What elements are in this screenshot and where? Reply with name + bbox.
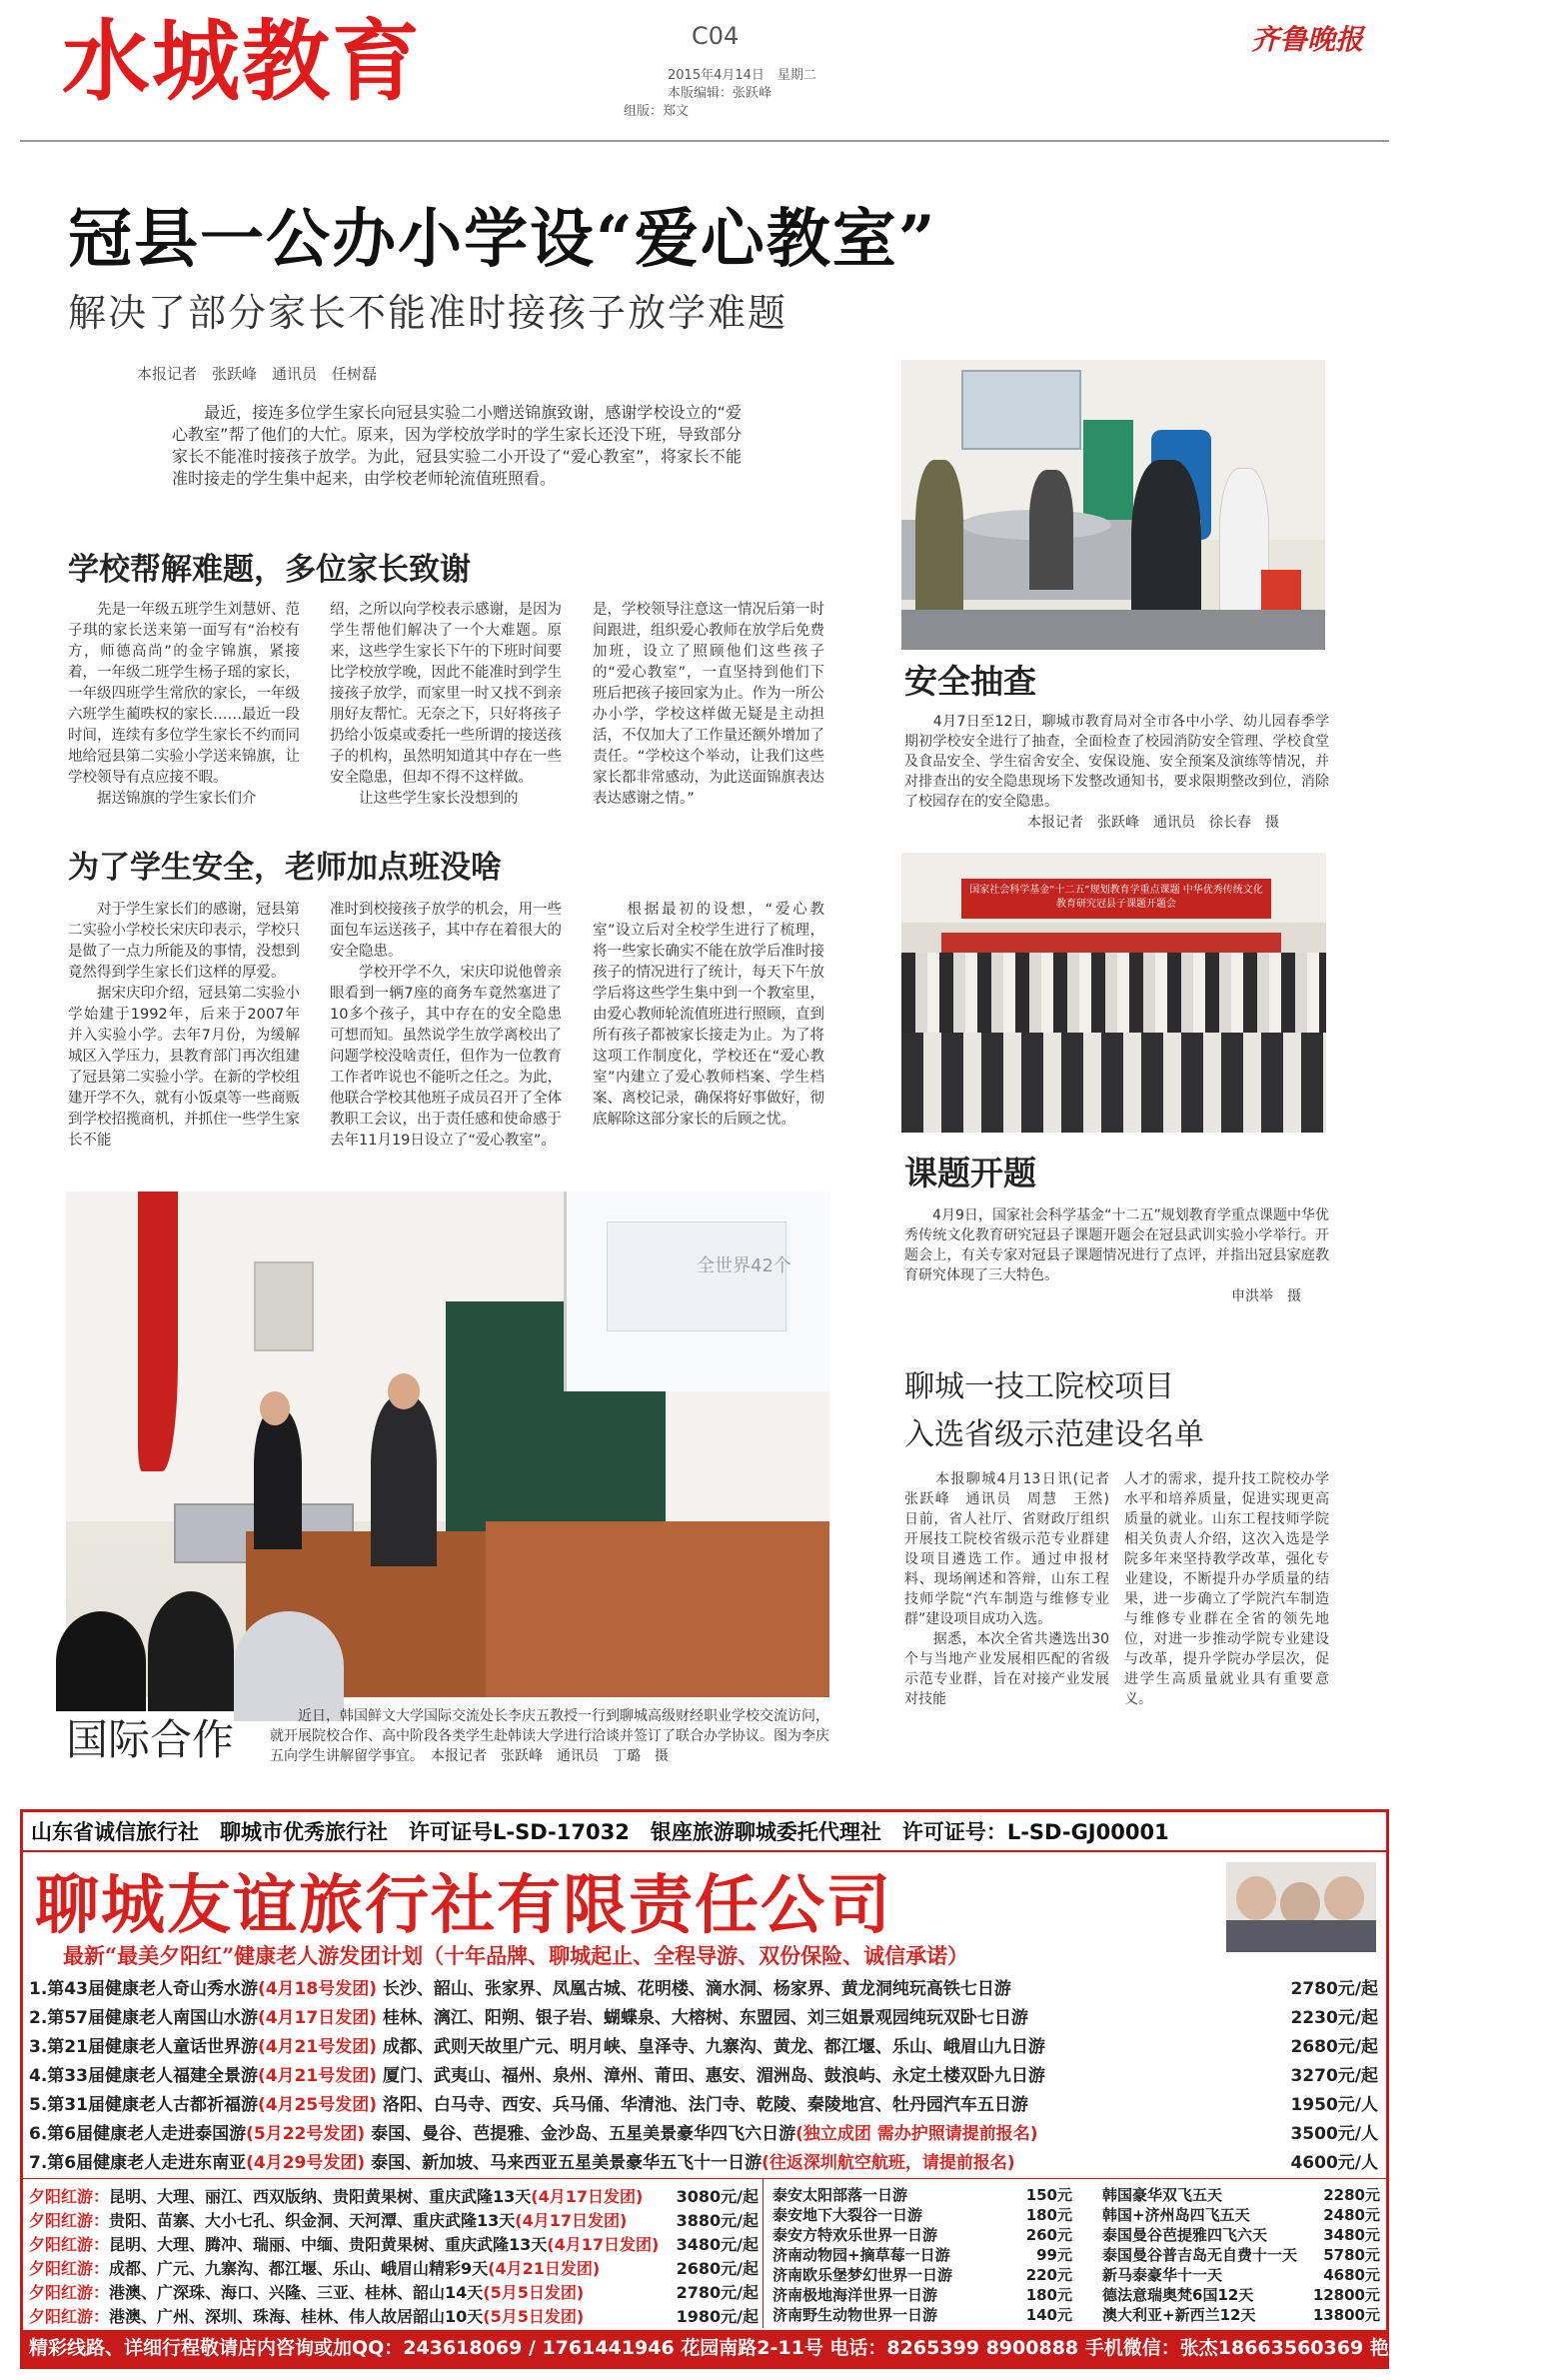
sunset-row — [29, 2232, 660, 2255]
section1-col1: 先是一年级五班学生刘慧妍、范子琪的家长送来第一面写有“治校有方，师德高尚”的金字锦旗，紧接着，一年级二班学生杨子瑶的家长，一年级四班学生常欣的家长，一年级六班学生蔺昳权的家长……最近一段时间，连续有多位学生家长不约而同地给冠县第二实验小学送来锦旗，让学校领导有点应接不暇。 据送锦旗的学生家长们介 — [68, 602, 300, 807]
sunset-date: (5月5日发团) — [483, 2283, 585, 2302]
tour-name: 5.第31届健康老人古都祈福游 — [29, 2095, 258, 2115]
tour-date: (4月21号发团) — [257, 2066, 377, 2086]
tour-note: (往返深圳航空航班，请提前报名) — [762, 2153, 1015, 2173]
overseas-route: 韩国+济州岛四飞五天 — [1102, 2206, 1250, 2224]
sunset-route: 昆明、大理、丽江、西双版纳、贵阳黄果树、重庆武隆13天 — [109, 2187, 532, 2206]
wall-window — [254, 1261, 314, 1351]
classroom-photo — [66, 1191, 829, 1697]
safety-text: 4月7日至12日，聊城市教育局对全市各中小学、幼儿园春季学期初学校安全进行了抽查，全面检查了校园消防安全管理、学校食堂及食品安全、学生宿舍安全、安保设施、安全预案及演练等情况，并对排查出的安全隐患现场下发整改通知书，要求限期整改到位，消除了校园存在的安全隐患。 — [904, 714, 1329, 810]
main-lead: 最近，接连多位学生家长向冠县实验二小赠送锦旗致谢，感谢学校设立的“爱心教室”帮了他们的大忙。原来，因为学校放学时的学生家长还没下班，导致部分家长不能准时接孩子放学。为此，冠县实验二小开设了“爱心教室”，将家长不能准时接走的学生集中起来，由学校老师轮流值班照看。 — [172, 403, 742, 488]
speaker-head — [388, 1373, 420, 1409]
research-title: 课题开题 — [904, 1154, 1036, 1192]
tour-price: 3270元/起 — [1290, 2066, 1378, 2086]
tour-name: 3.第21届健康老人童话世界游 — [29, 2037, 258, 2057]
sunset-date: (4月21日发团) — [488, 2259, 601, 2278]
kitchen-window — [961, 370, 1081, 450]
projector-screen — [564, 1191, 829, 1391]
student-1 — [56, 1611, 146, 1711]
vocational-title-1: 聊城一技工院校项目 — [904, 1369, 1174, 1404]
overseas-route: 泰国曼谷普吉岛无自费十一天 — [1102, 2246, 1298, 2264]
international-title: 国际合作 — [66, 1715, 235, 1764]
ad-company: 聊城友谊旅行社有限责任公司 — [35, 1869, 892, 1943]
local-price: 180元 — [1025, 2206, 1072, 2224]
sunset-label: 夕阳红游： — [29, 2283, 110, 2302]
sunset-label: 夕阳红游： — [29, 2211, 110, 2230]
local-route: 济南极地海洋世界一日游 — [773, 2286, 938, 2304]
overseas-price: 5780元 — [1323, 2246, 1380, 2264]
main-byline: 本报记者 张跃峰 通讯员 任树磊 — [137, 365, 378, 383]
sunset-price: 3880元/起 — [676, 2211, 759, 2230]
local-price: 99元 — [1036, 2246, 1072, 2264]
local-price: 150元 — [1025, 2186, 1072, 2204]
sunset-row — [29, 2280, 649, 2303]
sunset-date: (4月17日发团) — [547, 2235, 660, 2254]
section2-col3: 根据最初的设想，“爱心教室”设立后对全校学生进行了梳理，将一些家长确实不能在放学后准时接孩子的情况进行了统计，每天下午放学后将这些学生集中到一个教室里，由爱心教师轮流值班进行照顾，直到所有孩子都被家长接走为止。为了将这项工作制度化，学校还在“爱心教室”内建立了爱心教师档案、学生档案、离校记录，确保将好事做好，彻底解除这部分家长的后顾之忧。 — [593, 902, 824, 1128]
student-3 — [234, 1611, 344, 1721]
research-credit: 申洪举 摄 — [1231, 1288, 1301, 1304]
inspector-1 — [915, 460, 963, 620]
tour-price: 2780元/起 — [1290, 1979, 1378, 1999]
sunset-row — [29, 2256, 649, 2279]
layout-credit: 组版：郑文 — [624, 104, 690, 119]
tour-row — [29, 2119, 1228, 2144]
sunset-row — [29, 2304, 649, 2327]
masthead-rule — [20, 140, 1389, 142]
tour-date: (4月29号发团) — [246, 2153, 366, 2173]
ad-slogan: 最新“最美夕阳红”健康老人游发团计划（十年品牌、聊城起止、全程导游、双份保险、诚信承诺） — [63, 1943, 969, 1968]
overseas-price: 2480元 — [1323, 2206, 1380, 2224]
sunset-date: (4月17日发团) — [531, 2187, 644, 2206]
tour-row — [29, 2061, 1228, 2086]
research-text: 4月9日，国家社会科学基金“十二五”规划教育学重点课题中华优秀传统文化教育研究冠县子课题开题会在冠县武训实验小学举行。开题会上，有关专家对冠县子课题情况进行了点评，并指出冠县家庭教育研究体现了三大特色。 — [904, 1207, 1329, 1283]
section1-title: 学校帮解难题，多位家长致谢 — [68, 552, 471, 588]
overseas-price: 2280元 — [1323, 2186, 1380, 2204]
overseas-route: 澳大利亚+新西兰12天 — [1102, 2306, 1256, 2324]
inspector-2 — [1029, 470, 1073, 590]
sunset-label: 夕阳红游： — [29, 2235, 110, 2254]
tour-name: 2.第57届健康老人南国山水游 — [29, 2008, 258, 2028]
local-route: 泰安太阳部落一日游 — [773, 2186, 908, 2204]
kitchen-photo — [901, 360, 1325, 650]
overseas-price: 4680元 — [1323, 2266, 1380, 2284]
tour-price: 3500元/人 — [1290, 2124, 1378, 2144]
person-standing-left — [254, 1409, 302, 1549]
tour-route: 厦门、武夷山、福州、泉州、漳州、莆田、惠安、湄洲岛、鼓浪屿、永定土楼双卧九日游 — [376, 2066, 1045, 2086]
paper-logo: 齐鲁晚报 — [1251, 23, 1364, 56]
tour-price: 1950元/人 — [1290, 2095, 1378, 2115]
overseas-route: 新马泰豪华十一天 — [1102, 2266, 1223, 2284]
tour-row — [29, 2032, 1228, 2057]
sunset-price: 2680元/起 — [676, 2259, 759, 2278]
meeting-photo — [901, 853, 1326, 1133]
tour-date: (4月25号发团) — [257, 2095, 377, 2115]
sunset-price: 3480元/起 — [676, 2235, 759, 2254]
main-subheadline: 解决了部分家长不能准时接孩子放学难题 — [68, 291, 788, 335]
tour-price: 2680元/起 — [1290, 2037, 1378, 2057]
local-route: 泰安地下大裂谷一日游 — [773, 2206, 923, 2224]
tour-price: 2230元/起 — [1290, 2008, 1378, 2028]
audience-rear — [901, 1033, 1326, 1133]
sunset-label: 夕阳红游： — [29, 2259, 110, 2278]
tour-route: 长沙、韶山、张家界、凤凰古城、花明楼、滴水洞、杨家界、黄龙洞纯玩高铁七日游 — [376, 1979, 1011, 1999]
section1-col3: 是，学校领导注意这一情况后第一时间跟进，组织爱心教师在放学后免费加班，设立了照顾他们这些孩子的“爱心教室”，一直坚持到他们下班后把孩子接回家为止。作为一所公办小学，学校这样做无疑是主动担活，不仅加大了工作量还额外增加了责任。“学校这个举动，让我们这些家长都非常感动，为此送面锦旗表达表达感谢之情。” — [593, 602, 824, 807]
red-flag — [138, 1191, 178, 1471]
local-price: 180元 — [1025, 2286, 1072, 2304]
tour-row — [29, 2090, 1228, 2115]
section2-col2: 准时到校接孩子放学的机会，用一些面包车运送孩子，其中存在着很大的安全隐患。 学校开学不久，宋庆印说他曾亲眼看到一辆7座的商务车竟然塞进了10多个孩子，其中存在的安全隐患可想而知。虽然说学生放学离校出了问题学校没啥责任，但作为一位教育工作者咋说也不能听之任之。为此，他联合学校其他班子成员召开了全体教职工会议，出于责任感和使命感于去年11月19日设立了“爱心教室”。 — [330, 902, 562, 1149]
sunset-label: 夕阳红游： — [29, 2307, 110, 2326]
masthead-title: 水城教育 — [62, 10, 423, 113]
overseas-price: 3480元 — [1323, 2226, 1380, 2244]
front-table — [941, 933, 1281, 953]
tour-name: 7.第6届健康老人走进东南亚 — [29, 2153, 247, 2173]
editor-credit: 本版编辑：张跃峰 — [668, 86, 773, 101]
overseas-route: 泰国曼谷芭提雅四飞六天 — [1102, 2226, 1268, 2244]
sunset-route: 昆明、大理、腾冲、瑞丽、中缅、贵阳黄果树、重庆武隆13天 — [109, 2235, 548, 2254]
tour-route: 桂林、漓江、阳朔、银子岩、蝴蝶泉、大榕树、东盟园、刘三姐景观园纯玩双卧七日游 — [376, 2008, 1028, 2028]
tour-price: 4600元/人 — [1290, 2153, 1378, 2173]
red-bucket — [1261, 570, 1301, 610]
sunset-date: (4月17日发团) — [515, 2211, 628, 2230]
overseas-price: 13800元 — [1312, 2306, 1380, 2324]
ad-top-line: 山东省诚信旅行社 聊城市优秀旅行社 许可证号L-SD-17032 银座旅游聊城委托代理社 许可证号：L-SD-GJ00001 — [31, 1820, 1169, 1844]
sunset-route: 港澳、广深珠、海口、兴隆、三亚、桂林、韶山14天 — [109, 2283, 484, 2302]
overseas-route: 德法意瑞奥梵6国12天 — [1102, 2286, 1254, 2304]
local-route: 济南欧乐堡梦幻世界一日游 — [773, 2266, 953, 2284]
safety-title: 安全抽查 — [904, 662, 1036, 701]
sunset-label: 夕阳红游： — [29, 2187, 110, 2206]
local-price: 260元 — [1025, 2226, 1072, 2244]
tour-date: (4月21号发团) — [257, 2037, 377, 2057]
screen-text: 全世界42个 — [697, 1255, 791, 1276]
page-code: C04 — [692, 22, 740, 50]
ad-footer: 精彩线路、详细行程敬请店内咨询或加QQ：243618069 / 1761441946 花园南路2-11号 电话：8265399 8900888 手机微信：张杰18663560369 艳菲18663560258 — [23, 2330, 1386, 2366]
main-headline: 冠县一公办小学设“爱心教室” — [68, 202, 937, 277]
vocational-col1: 本报聊城4月13日讯(记者 张跃峰 通讯员 周慧 王然) 日前，省人社厅、省财政厅组织开展技工院校省级示范专业群建设项目遴选工作。通过申报材料、现场阐述和答辩，山东工程技师学院“汽车制造与维修专业群”建设项目成功入选。 据悉，本次全省共遴选出30个与当地产业发展相匹配的省级示范专业群，旨在对接产业发展对技能 — [904, 1471, 1109, 1707]
ad-photo-seniors — [1226, 1862, 1376, 1952]
tour-route: 洛阳、白马寺、西安、兵马俑、华清池、法门寺、乾陵、秦陵地宫、牡丹园汽车五日游 — [376, 2095, 1028, 2115]
overseas-price: 12800元 — [1312, 2286, 1380, 2304]
tour-note: (独立成团 需办护照请提前报名) — [795, 2124, 1038, 2144]
sunset-route: 贵阳、苗寨、大小七孔、织金洞、天河潭、重庆武隆13天 — [109, 2211, 516, 2230]
tour-route: 成都、武则天故里广元、明月峡、皇泽寺、九寨沟、黄龙、都江堰、乐山、峨眉山九日游 — [376, 2037, 1045, 2057]
tour-date: (4月18号发团) — [257, 1979, 377, 1999]
overseas-route: 韩国豪华双飞五天 — [1102, 2186, 1223, 2204]
local-route: 济南动物园+摘草莓一日游 — [773, 2246, 950, 2264]
section2-title: 为了学生安全，老师加点班没啥 — [68, 850, 502, 886]
tour-date: (5月22号发团) — [246, 2124, 366, 2144]
speaker — [371, 1396, 437, 1566]
safety-credit: 本报记者 张跃峰 通讯员 徐长春 摄 — [1027, 815, 1279, 831]
local-route: 泰安方特欢乐世界一日游 — [773, 2226, 938, 2244]
sunset-row — [29, 2184, 649, 2207]
sunset-price: 1980元/起 — [676, 2307, 759, 2326]
sunset-date: (5月5日发团) — [483, 2307, 585, 2326]
section1-col2: 绍，之所以向学校表示感谢，是因为学生帮他们解决了一个大难题。原来，这些学生家长下午的下班时间要比学校放学晚，因此不能准时到学生接孩子放学，而家里一时又找不到亲朋好友帮忙。无奈之下，只好将孩子扔给小饭桌或委托一些所谓的接送孩子的机构，虽然明知道其中存在一些安全隐患，但却不得不这样做。 让这些学生家长没想到的 — [330, 602, 562, 807]
tour-row — [29, 2003, 1228, 2028]
sunset-price: 3080元/起 — [676, 2187, 759, 2206]
head-left — [260, 1391, 290, 1425]
sunset-row — [29, 2208, 649, 2231]
vocational-col2: 人才的需求，提升技工院校办学水平和培养质量，促进实现更高质量的就业。山东工程技师学院相关负责人介绍，这次入选是学院多年来坚持教学改革，强化专业建设，不断提升办学质量的结果，进一步确立了学院汽车制造与维修专业群在全省的领先地位，对进一步推动学院专业建设与改革，提升学院办学层次，促进学生高质量就业具有重要意义。 — [1124, 1471, 1329, 1707]
vocational-title-2: 入选省级示范建设名单 — [904, 1417, 1204, 1452]
section2-col1: 对于学生家长们的感谢，冠县第二实验小学校长宋庆印表示，学校只是做了一点力所能及的事情，没想到竟然得到学生家长们这样的厚爱。 据宋庆印介绍，冠县第二实验小学始建于1992年，后来于2007年并入实验小学。去年7月份，为缓解城区入学压力，县教育部门再次组建了冠县第二实验小学。在新的学校组建开学不久，就有小饭桌等一些商贩到学校招揽商机，并抓住一些学生家长不能 — [68, 902, 300, 1149]
tour-name: 6.第6届健康老人走进泰国游 — [29, 2124, 247, 2144]
tour-row — [29, 1974, 1228, 1999]
sunset-price: 2780元/起 — [676, 2283, 759, 2302]
tour-route: 泰国、新加坡、马来西亚五星美景豪华五飞十一日游 — [365, 2153, 763, 2173]
sunset-route: 港澳、广州、深圳、珠海、桂林、伟人故居韶山10天 — [109, 2307, 484, 2326]
tour-route: 泰国、曼谷、芭提雅、金沙岛、五星美景豪华四飞六日游 — [365, 2124, 796, 2144]
local-price: 220元 — [1025, 2266, 1072, 2284]
student-2 — [148, 1591, 234, 1711]
local-route: 济南野生动物世界一日游 — [773, 2306, 938, 2324]
tour-name: 4.第33届健康老人福建全景游 — [29, 2066, 258, 2086]
travel-ad — [20, 1809, 1553, 2369]
tour-row — [29, 2148, 1228, 2173]
tour-date: (4月17日发团) — [257, 2008, 377, 2028]
meeting-banner: 国家社会科学基金“十二五”规划教育学重点课题 中华优秀传统文化教育研究冠县子课题开题会 — [961, 879, 1271, 919]
issue-date: 2015年4月14日 星期二 — [668, 68, 816, 83]
tour-name: 1.第43届健康老人奇山秀水游 — [29, 1979, 258, 1999]
local-price: 140元 — [1025, 2306, 1072, 2324]
desk-right — [486, 1521, 829, 1697]
international-text: 近日，韩国鲜文大学国际交流处长李庆五教授一行到聊城高级财经职业学校交流访问，就开展院校合作、高中阶段各类学生赴韩读大学进行洽谈并签订了联合办学协议。图为李庆五向学生讲解留学事宜。 本报记者 张跃峰 通讯员 丁璐 摄 — [270, 1708, 829, 1764]
sunset-route: 成都、广元、九寨沟、都江堰、乐山、峨眉山精彩9天 — [109, 2259, 489, 2278]
